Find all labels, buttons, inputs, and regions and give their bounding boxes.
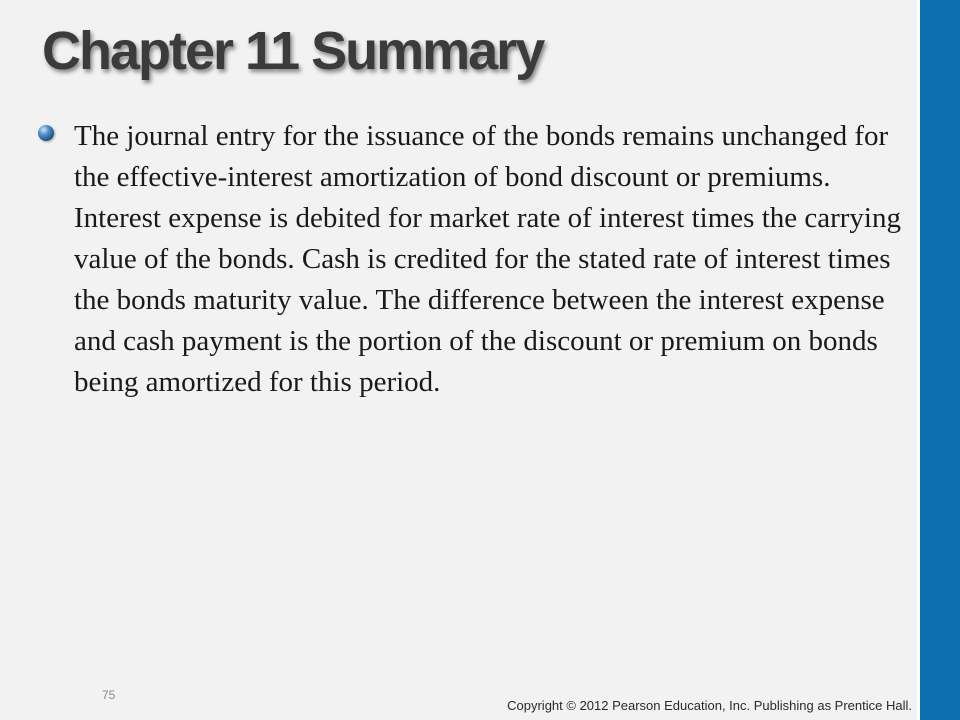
bullet-text: The journal entry for the issuance of the bonds remains unchanged for the effective-interest amortization of bond discount or premiums. Interest expense is debited for market rate of interest times the carrying value of the bonds. Cash is credited for the stated rate of interest times the bonds maturity value. The difference between the interest expense and cash payment is the portion of the discount or premium on bonds being amortized for this period. <box>74 120 901 398</box>
bullet-item <box>36 116 906 403</box>
side-accent-band <box>920 0 960 720</box>
page-number: 75 <box>102 688 116 702</box>
slide-title: Chapter 11 Summary <box>42 21 544 81</box>
copyright-notice: Copyright © 2012 Pearson Education, Inc. Publishing as Prentice Hall. <box>507 698 912 713</box>
blue-sphere-bullet-icon <box>38 125 54 141</box>
slide-content <box>36 116 906 403</box>
